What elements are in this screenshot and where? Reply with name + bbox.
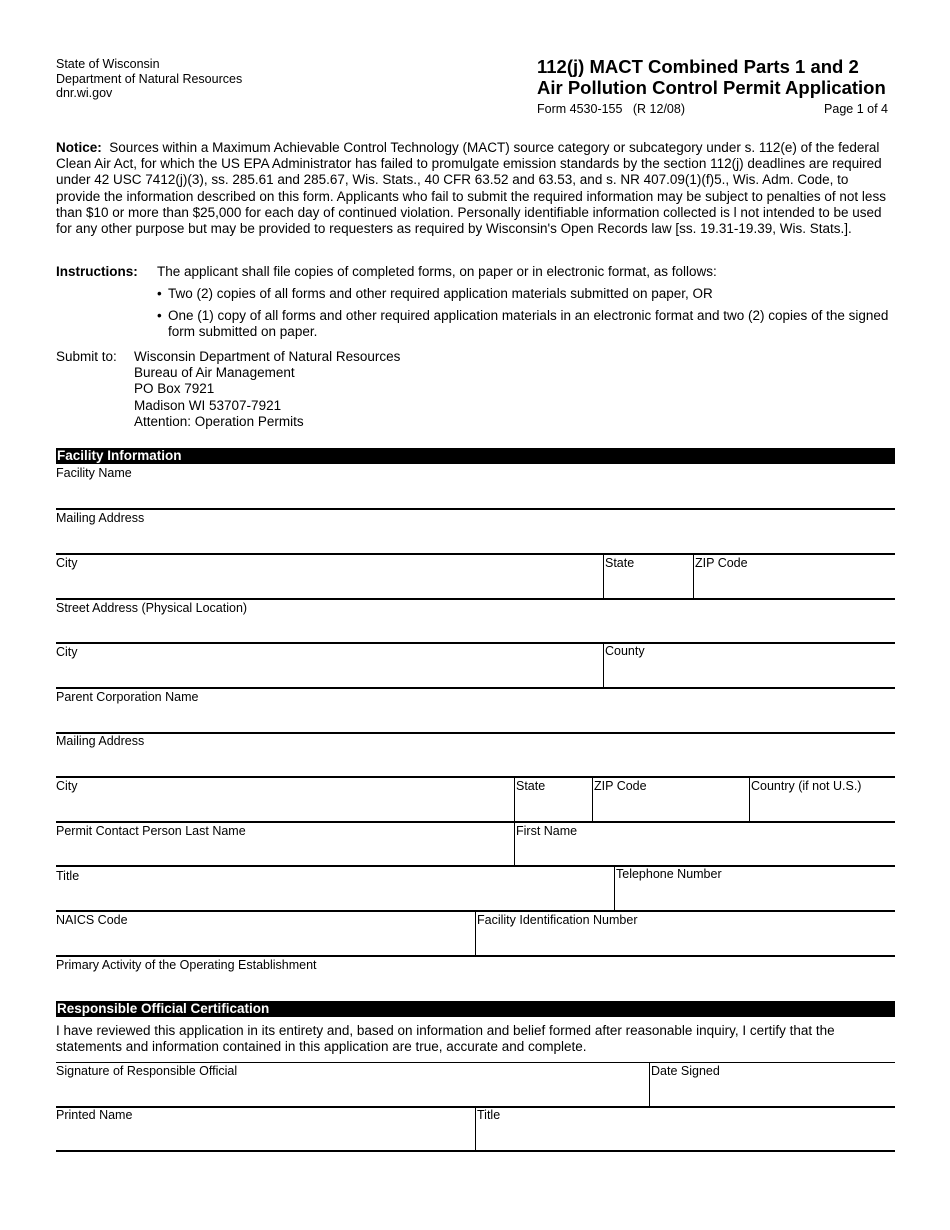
agency-block (56, 57, 242, 101)
facility-section-header: Facility Information (56, 448, 895, 464)
parent-city-field[interactable] (56, 778, 514, 821)
submit-line: Bureau of Air Management (134, 365, 295, 381)
contact-last-name-label: Permit Contact Person Last Name (56, 824, 246, 838)
divider (614, 866, 615, 910)
divider (749, 777, 750, 821)
printed-name-field[interactable] (56, 1108, 474, 1150)
instruction-bullet-1 (157, 286, 897, 302)
submit-line: Wisconsin Department of Natural Resources (134, 349, 401, 364)
bullet-marker: • (157, 308, 162, 323)
divider (649, 1062, 650, 1106)
parent-corporation-label: Parent Corporation Name (56, 690, 199, 704)
facility-id-field[interactable] (477, 912, 895, 955)
first-name-label: First Name (516, 824, 578, 838)
parent-mailing-address-field[interactable] (56, 734, 895, 776)
county-field[interactable] (605, 644, 895, 687)
physical-city-field[interactable] (56, 644, 603, 687)
divider (514, 777, 515, 821)
zip-label: ZIP Code (594, 779, 647, 793)
submit-line: Madison WI 53707-7921 (134, 397, 282, 413)
divider (603, 554, 604, 598)
city-label: City (56, 779, 78, 793)
primary-activity-label: Primary Activity of the Operating Establishment (56, 958, 317, 972)
county-label: County (605, 644, 645, 658)
facility-name-label: Facility Name (56, 466, 132, 480)
bullet-marker: • (157, 286, 162, 301)
facility-name-field[interactable] (56, 464, 895, 509)
printed-name-label: Printed Name (56, 1108, 133, 1122)
contact-last-name-field[interactable] (56, 823, 514, 865)
telephone-label: Telephone Number (616, 867, 722, 881)
city-label: City (56, 556, 78, 570)
mailing-address-label: Mailing Address (56, 511, 145, 525)
country-field[interactable] (751, 778, 895, 821)
facility-id-label: Facility Identification Number (477, 913, 638, 927)
signature-label: Signature of Responsible Official (56, 1064, 238, 1078)
bullet-text: Two (2) copies of all forms and other required application materials submitted on paper, OR (168, 286, 713, 301)
instruction-bullet-2 (157, 308, 897, 340)
city-field[interactable] (56, 555, 603, 598)
first-name-field[interactable] (516, 823, 895, 865)
state-field[interactable] (605, 555, 693, 598)
parent-zip-field[interactable] (594, 778, 749, 821)
submit-label: Submit to: (56, 349, 117, 364)
form-number: Form 4530-155 (R 12/08) (537, 102, 685, 116)
divider (475, 911, 476, 955)
submit-line: PO Box 7921 (134, 381, 215, 397)
date-signed-label: Date Signed (651, 1064, 720, 1078)
naics-label: NAICS Code (56, 913, 128, 927)
telephone-field[interactable] (616, 867, 895, 910)
agency-website: dnr.wi.gov (56, 86, 113, 100)
naics-field[interactable] (56, 912, 474, 955)
agency-department: Department of Natural Resources (56, 71, 243, 86)
divider (592, 777, 593, 821)
instructions-text: The applicant shall file copies of completed forms, on paper or in electronic format, as follows: (157, 264, 717, 279)
form-title-line2: Air Pollution Control Permit Application (537, 77, 886, 98)
bullet-text: One (1) copy of all forms and other required application materials in an electronic format and two (2) copies of the signed form submitted on paper. (168, 308, 889, 340)
notice-label: Notice: (56, 140, 102, 155)
divider (514, 822, 515, 866)
contact-title-label: Title (56, 869, 80, 883)
divider (56, 1150, 895, 1152)
submit-address (134, 349, 400, 430)
notice-paragraph (56, 140, 896, 237)
country-label: Country (if not U.S.) (751, 779, 862, 793)
zip-label: ZIP Code (695, 556, 748, 570)
submit-line: Attention: Operation Permits (134, 413, 304, 429)
official-title-field[interactable] (477, 1108, 895, 1150)
street-address-field[interactable] (56, 600, 895, 642)
street-address-label: Street Address (Physical Location) (56, 601, 248, 615)
notice-text: Sources within a Maximum Achievable Control Technology (MACT) source category or subcategory under s. 112(e) of the federal Clean Air Act, for which the US EPA Administrator has failed to promulgate emission standards by the section 112(j) deadlines are required under 42 USC 7412(j)(3), ss. 285.61 and 285.67, Wis. Stats., 40 CFR 63.52 and 63.53, and s. NR 407.09(1)(f)5., Wis. Adm. Code, to provide the information described on this form. Applicants who fail to submit the required information may be subject to penalties of not less than $10 or more than $25,000 for each day of continued violation. Personally identifiable information collected is l not intended to be used for any other purpose but may be provided to requesters as required by Wisconsin's Open Records law [ss. 19.31-19.39, Wis. Stats.]. (56, 140, 886, 237)
form-title (537, 56, 886, 98)
parent-corporation-field[interactable] (56, 689, 895, 732)
primary-activity-field[interactable] (56, 957, 895, 999)
page-number: Page 1 of 4 (824, 102, 888, 116)
divider (603, 643, 604, 687)
certification-statement: I have reviewed this application in its entirety and, based on information and belief formed after reasonable inquiry, I certify that the statements and information contained in this application are true, accurate and complete. (56, 1023, 835, 1055)
divider (693, 554, 694, 598)
city-label: City (56, 645, 78, 659)
official-title-label: Title (477, 1108, 501, 1122)
date-signed-field[interactable] (651, 1063, 895, 1106)
agency-state: State of Wisconsin (56, 57, 160, 71)
divider (475, 1107, 476, 1151)
state-label: State (516, 779, 546, 793)
zip-field[interactable] (695, 555, 895, 598)
parent-mailing-address-label: Mailing Address (56, 734, 145, 748)
contact-title-field[interactable] (56, 867, 614, 910)
certification-section-header: Responsible Official Certification (56, 1001, 895, 1017)
mailing-address-field[interactable] (56, 510, 895, 553)
signature-field[interactable] (56, 1063, 648, 1106)
parent-state-field[interactable] (516, 778, 592, 821)
instructions-label: Instructions: (56, 264, 138, 279)
form-title-line1: 112(j) MACT Combined Parts 1 and 2 (537, 56, 859, 77)
state-label: State (605, 556, 635, 570)
